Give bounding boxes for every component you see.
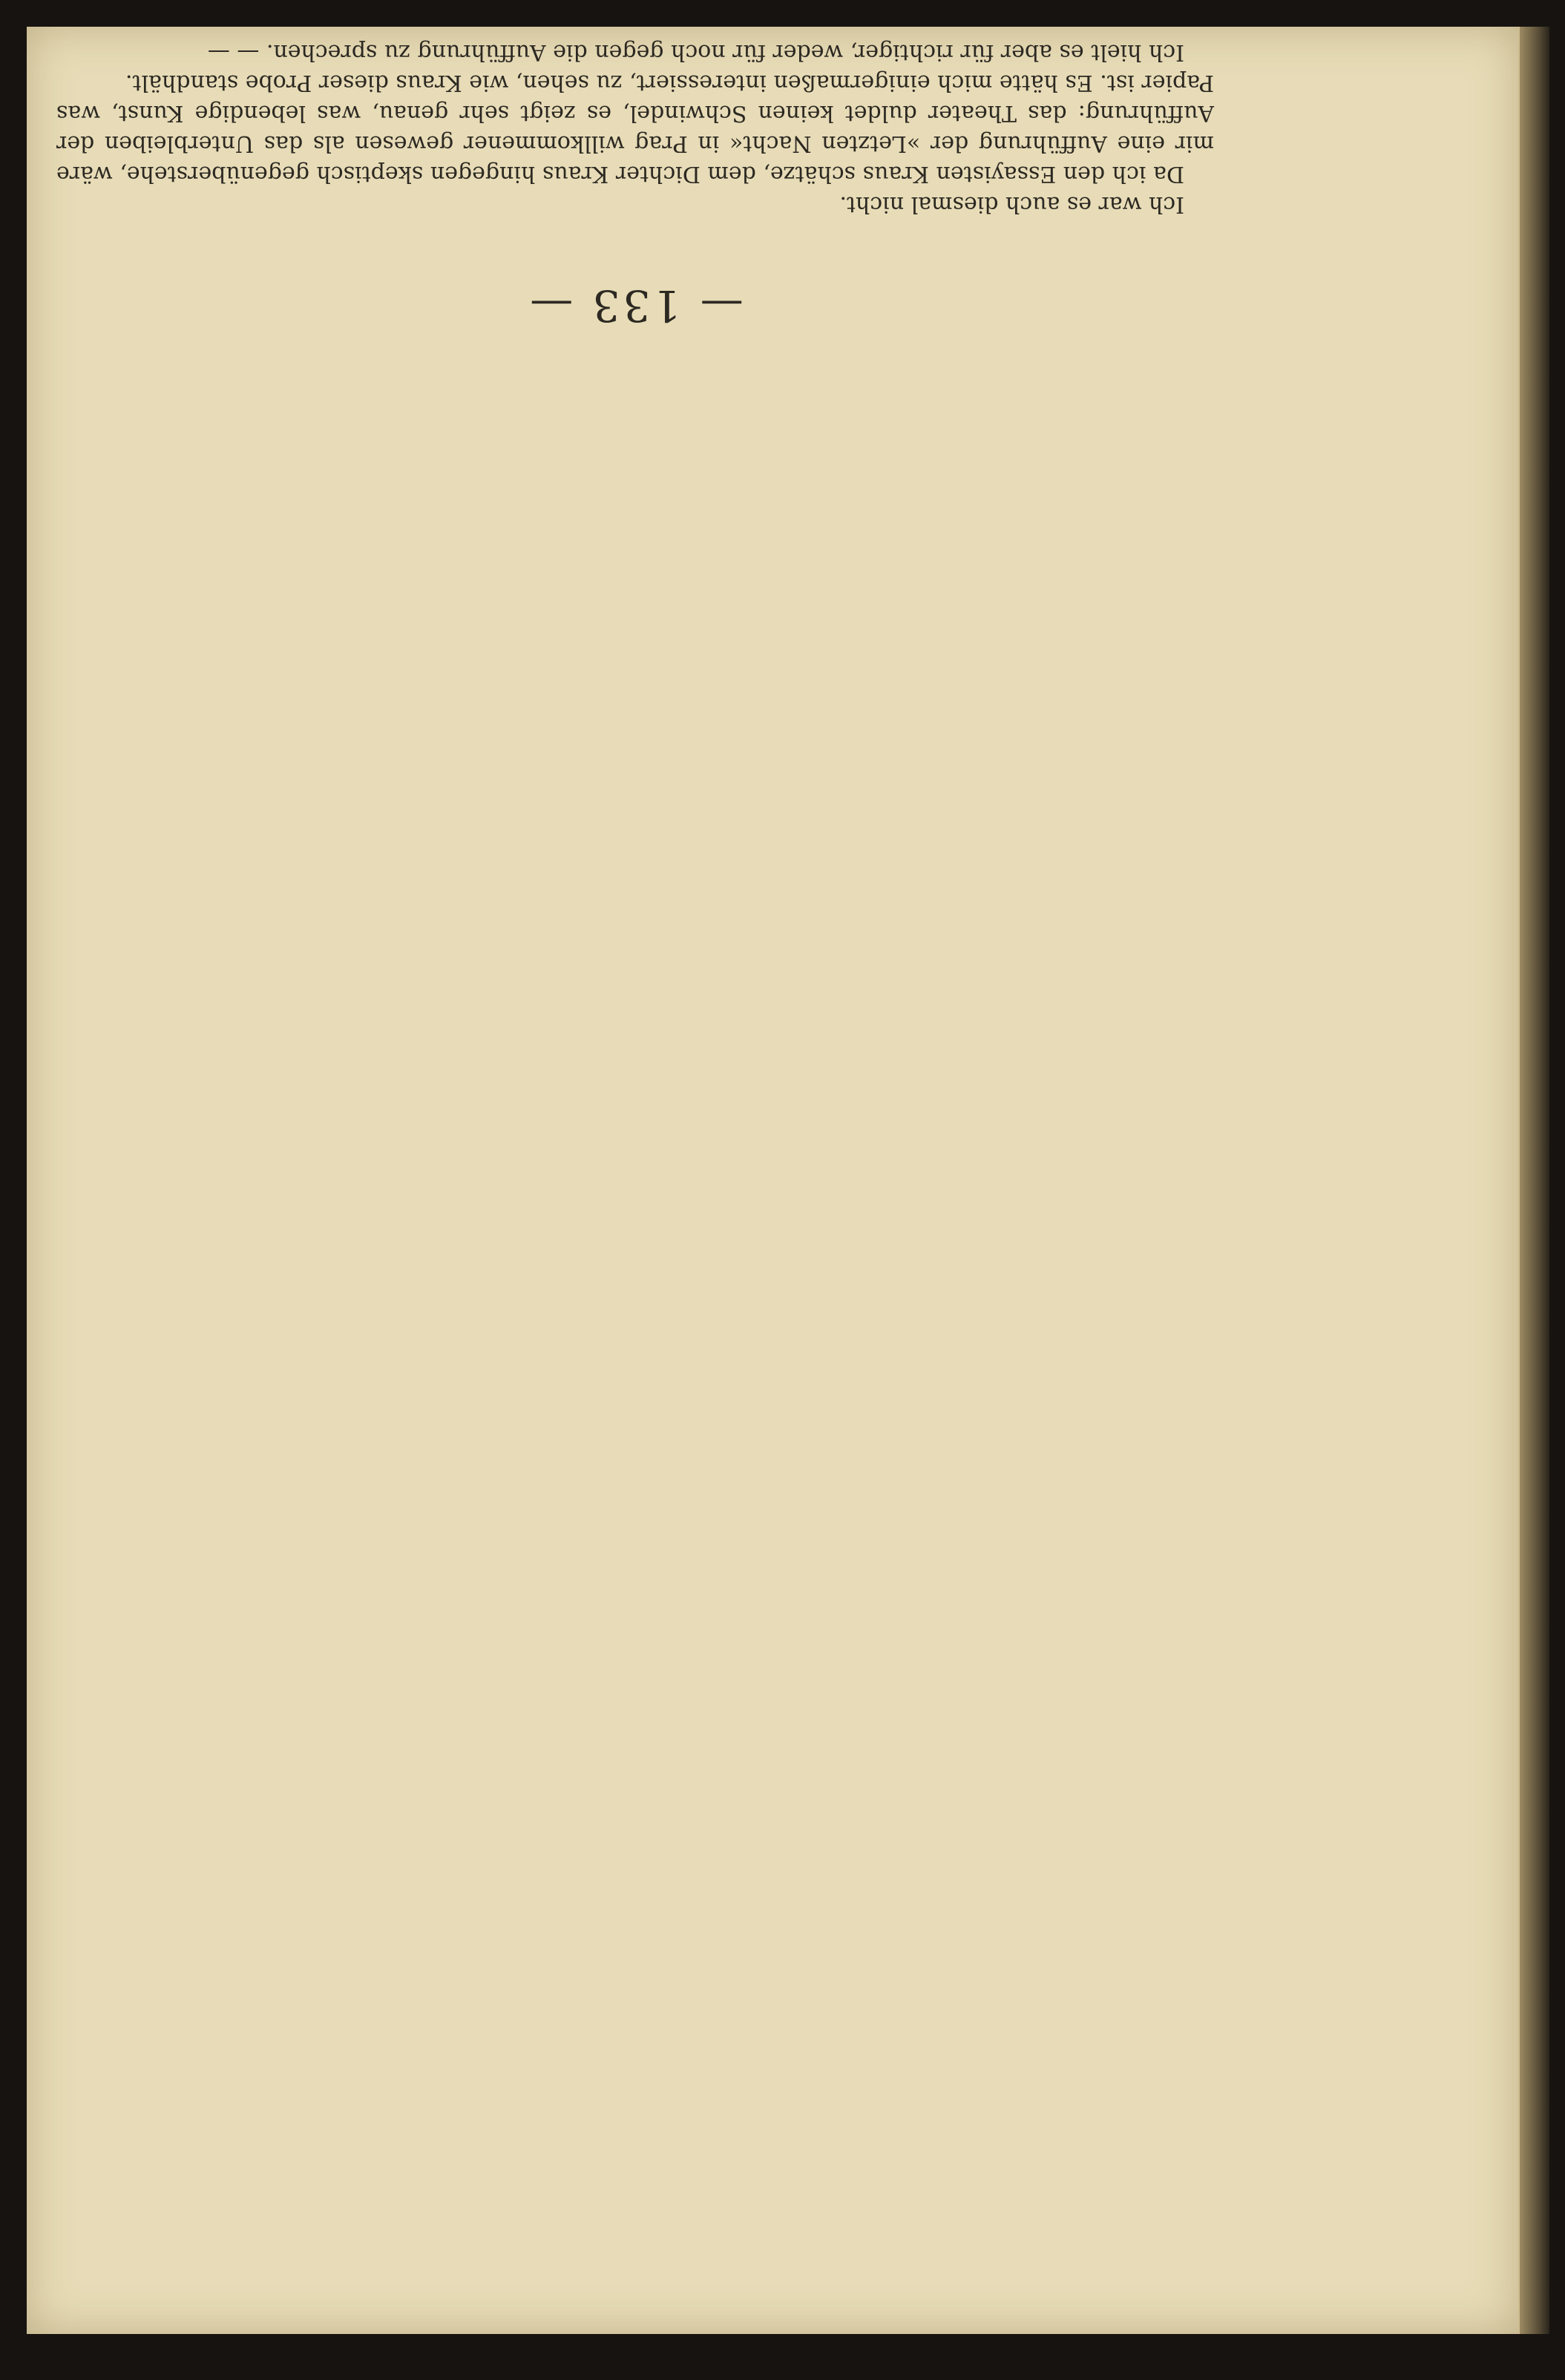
footnote-paragraph: Ich hielt es aber für richtiger, weder für noch gegen die Aufführung zu sprechen. — — xyxy=(207,39,1184,65)
page-content-rotated xyxy=(27,27,1518,2334)
footnote xyxy=(56,37,1214,220)
page-edge-shadow xyxy=(1520,27,1549,2334)
footnote-paragraph: Da ich den Essayisten Kraus schätze, dem Dichter Kraus hingegen skeptisch gegenüberstehe, wäre mir eine Aufführung der »Letzten Nacht« in Prag willkommener gewesen als das Unterbleiben der Aufführung: das Theater duldet keinen Schwindel, es zeigt sehr genau, was lebendige Kunst, was Papier ist. Es hätte mich einigermaßen interessiert, zu sehen, wie Kraus dieser Probe standhält. xyxy=(56,70,1214,187)
book-page xyxy=(27,27,1529,2334)
footnote-paragraph: Ich war es auch diesmal nicht. xyxy=(839,191,1184,217)
page-number: — 133 — xyxy=(527,280,744,331)
